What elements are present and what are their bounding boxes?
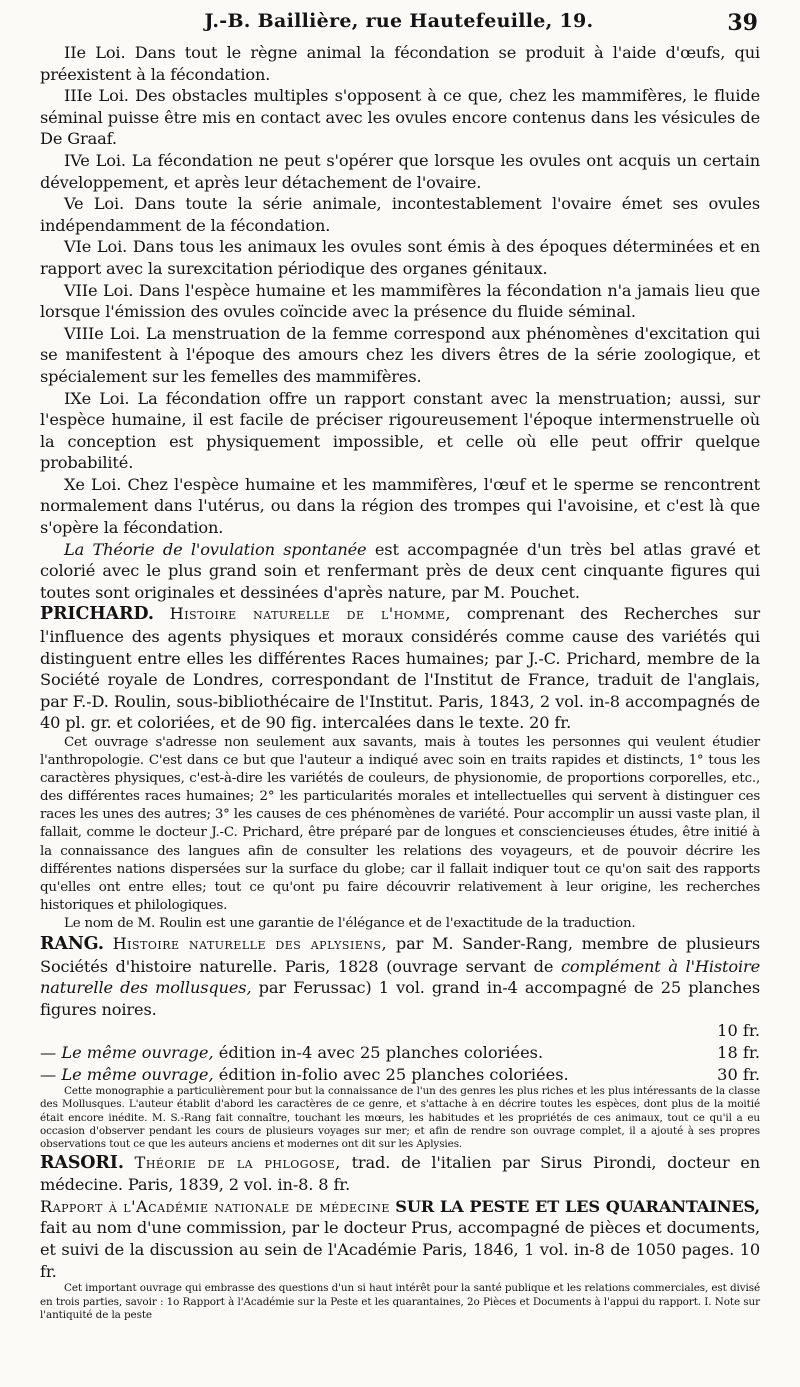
price-row (40, 1042, 760, 1064)
law-num: IIIe (64, 86, 93, 106)
rang-note: Cette monographie a particulièrement pour but la connaissance de l'un des genres les plus riches et les plus intéressants de la classe des Mollusques. L'auteur établit d'abord les caractères de ce genre, et s'attache à en décrire toutes les espèces, dont plus de la moitié était encore inédite. M. S.-Rang fait connaître, touchant les mœurs, les habitudes et les propriétés de ces animaux, tout ce qu'il a eu occasion d'observer pendant les cours de plusieurs voyages sur mer; et afin de rendre son ouvrage complet, il a ajouté à ses propres observations tout ce que les auteurs anciens et modernes ont dit sur les Aplysies. (40, 1085, 760, 1151)
rang-entry (40, 933, 760, 1020)
entry-text: par M. Sander-Rang, membre de plusieurs Sociétés d'histoire naturelle. Paris, 1828 (ouvrage servant de (40, 934, 760, 976)
theorie-text: est accompagnée d'un très bel atlas gravé et colorié avec le plus grand soin et renfermant près de deux cent cinquante figures qui toutes sont originales et dessinées d'après nature, par M. Pouchet. (40, 539, 760, 602)
entry-text: par Ferussac) 1 vol. grand in-4 accompagné de 25 planches figures noires. (40, 978, 760, 1019)
law-label: Loi. (95, 150, 126, 170)
law-text: Dans l'espèce humaine et les mammifères la fécondation n'a jamais lieu que lorsque l'émission des ovules coïncide avec la présence du fluide séminal. (40, 280, 761, 322)
prichard-entry (40, 603, 760, 734)
work-title: Histoire naturelle de l'homme, (169, 604, 452, 624)
price: 10 fr. (717, 1021, 760, 1041)
law-3 (40, 85, 760, 150)
law-label: Loi. (109, 323, 140, 343)
law-num: IXe (64, 388, 92, 408)
law-text: Des obstacles multiples s'opposent à ce que, chez les mammifères, le fluide séminal puisse être mis en contact avec les ovules encore contenus dans les vésicules de De Graaf. (40, 86, 760, 149)
law-8 (40, 323, 760, 388)
rapport-entry (40, 1196, 760, 1282)
law-num: VIe (64, 237, 92, 257)
law-label: Loi. (93, 194, 125, 214)
law-num: Xe (64, 474, 85, 494)
price-row (40, 1020, 760, 1042)
law-text: La fécondation ne peut s'opérer que lorsque les ovules ont acquis un certain développement, et après leur détachement de l'ovaire. (40, 150, 761, 192)
price: 8 fr. (318, 1175, 351, 1195)
entry-text: trad. de l'italien par Sirus Pirondi, docteur en médecine. Paris, 1839, 2 vol. in-8. (40, 1152, 760, 1195)
entry-text: fait au nom d'une commission, par le docteur Prus, accompagné de pièces et documents, et suivi de la discussion au sein de l'Académie Paris, 1846, 1 vol. in-8 de 1050 pages. (40, 1218, 760, 1260)
law-num: Ve (64, 194, 84, 214)
entry-italic: complément à l'Histoire naturelle des mollusques, (40, 956, 761, 998)
law-text: Dans toute la série animale, incontestablement l'ovaire émet ses ovules indépendamment de la fécondation. (40, 194, 761, 235)
law-text: La menstruation de la femme correspond aux phénomènes d'excitation qui se manifestent à l'époque des amours chez les divers êtres de la série zoologique, et spécialement sur les femelles des mammifères. (40, 323, 761, 386)
price: 30 fr. (717, 1064, 760, 1084)
price-row (40, 1064, 760, 1086)
running-title: J.-B. Baillière, rue Hautefeuille, 19. (204, 10, 594, 32)
author-name: RANG. (40, 934, 104, 955)
page-number: 39 (727, 10, 758, 36)
law-text: Chez l'espèce humaine et les mammifères, l'œuf et le sperme se rencontrent normalement dans l'utérus, ou dans la région des trompes qui l'avoisine, et c'est là que s'opère la fécondation. (40, 474, 760, 538)
author-name: PRICHARD. (40, 604, 154, 625)
law-num: IIe (64, 43, 86, 62)
law-num: VIIIe (64, 323, 104, 343)
law-num: VIIe (64, 280, 98, 300)
law-5 (40, 193, 760, 236)
law-7 (40, 280, 760, 323)
law-label: Loi. (98, 86, 129, 106)
entry-text: comprenant des Recherches sur l'influence des agents physiques et moraux considérés comme cause des variétés qui distinguent entre elles les différentes Races humaines; par J.-C. Prichard, membre de la Société royale de Londres, correspondant de l'Institut de France, traduit de l'anglais, par F.-D. Roulin, sous-bibliothécaire de l'Institut. Paris, 1843, 2 vol. in-8 accompagnés de 40 pl. gr. et coloriées, et de 90 fig. intercalées dans le texte. (40, 604, 760, 733)
theorie-title: La Théorie de l'ovulation spontanée (64, 539, 367, 559)
law-text: Dans tout le règne animal la fécondation se produit à l'aide d'œufs, qui préexistent à la fécondation. (40, 43, 760, 84)
rapport-note: Cet important ouvrage qui embrasse des questions d'un si haut intérêt pour la santé publique et les relations commerciales, est divisé en trois parties, savoir : 1o Rapport à l'Académie sur la Peste et les quarantaines, 2o Pièces et Documents à l'appui du rapport. I. Note sur l'antiquité de la peste (40, 1282, 760, 1321)
rasori-entry (40, 1152, 760, 1196)
law-text: La fécondation offre un rapport constant avec la menstruation; aussi, sur l'espèce humaine, il est facile de préciser rigoureusement l'époque intermenstruelle où la conception est physiquement impossible, et celle où elle peut offrir quelque probabilité. (40, 388, 760, 473)
price: 20 fr. (529, 713, 572, 733)
law-label: Loi. (103, 280, 134, 300)
price: 10 fr. (40, 1240, 760, 1281)
law-num: IVe (64, 150, 90, 170)
prichard-note-2: Le nom de M. Roulin est une garantie de l'élégance et de l'exactitude de la traduction. (64, 915, 636, 931)
law-4 (40, 150, 760, 193)
theorie-paragraph (40, 539, 760, 604)
law-2 (40, 42, 760, 85)
prichard-note: Cet ouvrage s'adresse non seulement aux savants, mais à toutes les personnes qui veulent étudier l'anthropologie. C'est dans ce but que l'auteur a indiqué avec soin en traits rapides et distincts, 1° tous les caractères physiques, c'est-à-dire les variétés de couleurs, de physionomie, de proportions corporelles, etc., des différentes races humaines; 2° les particularités morales et intellectuelles qui servent à distinguer ces races les unes des autres; 3° les causes de ces phénomènes de variété. Pour accomplir un aussi vaste plan, il fallait, comme le docteur J.-C. Prichard, être préparé par de longues et consciencieuses études, être initié à la connaissance des langues afin de consulter les relations des voyageurs, et de pouvoir décrire les différentes nations dispersées sur la surface du globe; car il fallait indiquer tout ce qu'on sait des rapports qu'elles ont entre elles; tout ce qu'ont pu faire découvrir relativement à leur origine, les recherches historiques et philologiques. (40, 735, 760, 913)
work-title: Histoire naturelle des aplysiens, (112, 934, 388, 954)
edition-prefix: — Le même ouvrage, (40, 1064, 214, 1084)
edition-prefix: — Le même ouvrage, (40, 1043, 214, 1062)
work-title-caps: SUR LA PESTE ET LES QUARANTAINES, (395, 1196, 760, 1216)
law-10 (40, 474, 760, 539)
law-text: Dans tous les animaux les ovules sont émis à des époques déterminées et en rapport avec la surexcitation périodique des organes génitaux. (40, 237, 761, 278)
law-9 (40, 388, 760, 474)
law-label: Loi. (95, 43, 126, 62)
law-6 (40, 236, 760, 279)
work-title: Théorie de la phlogose, (134, 1152, 341, 1172)
running-head (40, 10, 758, 40)
edition-text: édition in-4 avec 25 planches coloriées. (218, 1043, 544, 1062)
law-label: Loi. (91, 474, 122, 494)
price: 18 fr. (717, 1043, 760, 1062)
page-body (40, 42, 760, 1322)
law-label: Loi. (96, 237, 128, 257)
edition-text: édition in-folio avec 25 planches coloriées. (218, 1064, 569, 1084)
work-title: Rapport à l'Académie nationale de médecine (40, 1196, 390, 1216)
author-name: RASORI. (40, 1152, 124, 1173)
law-label: Loi. (99, 388, 130, 408)
